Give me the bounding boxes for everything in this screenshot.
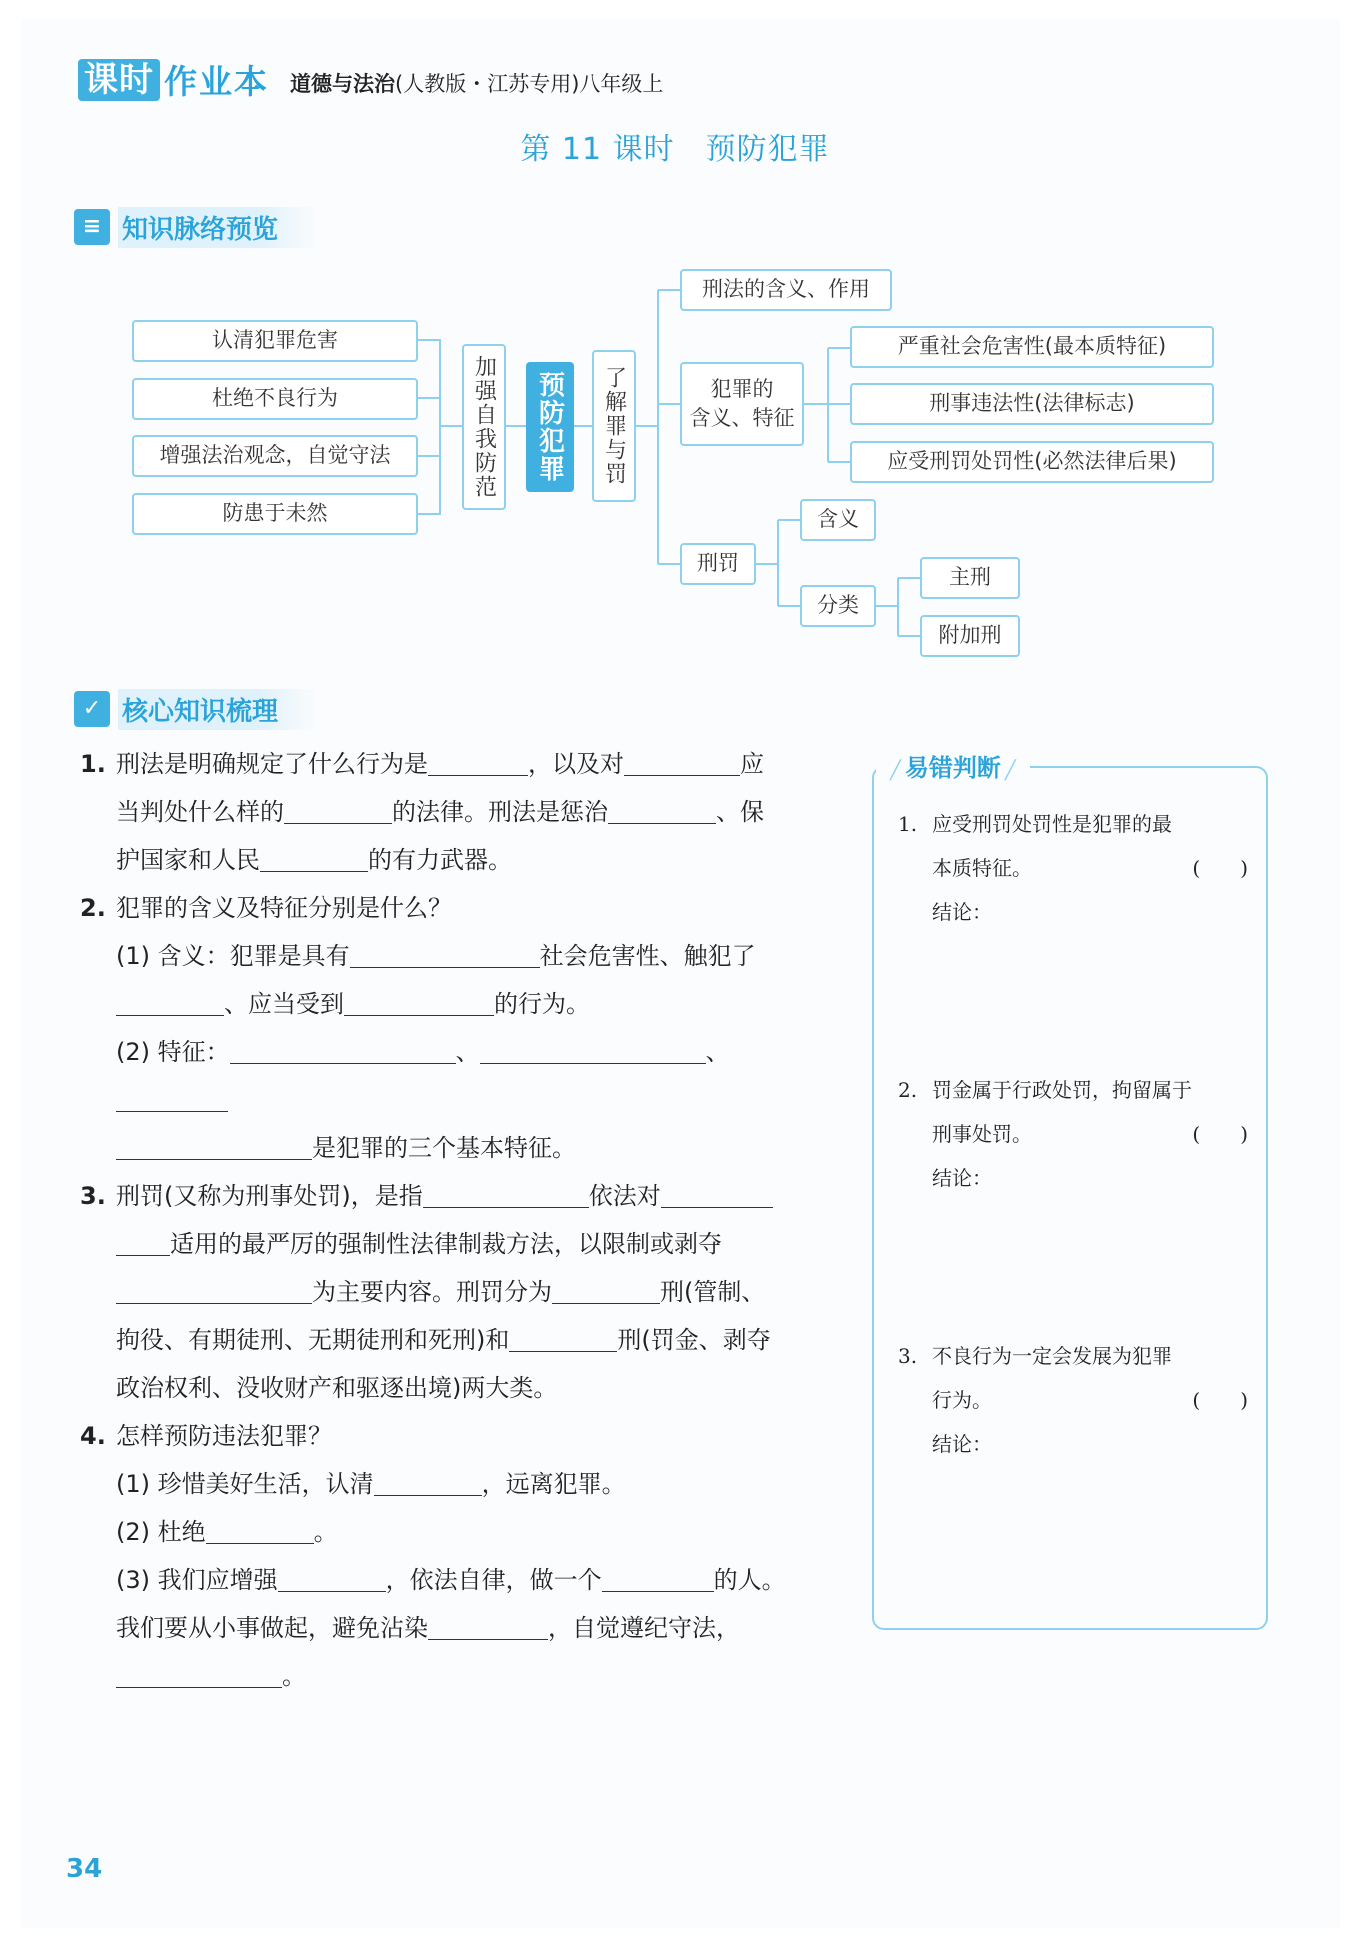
question-title: 犯罪的含义及特征分别是什么？: [116, 894, 452, 922]
mindmap-node-social-harm: 严重社会危害性(最本质特征): [850, 326, 1214, 368]
mindmap-node-supplementary-penalty: 附加刑: [920, 615, 1020, 657]
question-4: [80, 1412, 840, 1460]
mindmap-branch-crime-punishment: 了解罪与罚: [592, 350, 636, 502]
fill-blank[interactable]: [116, 1225, 170, 1256]
answer-parentheses[interactable]: ( ): [1192, 1388, 1248, 1412]
question-text: ，依法自律，做一个: [385, 1566, 602, 1594]
mindmap-node-principal-penalty: 主刑: [920, 557, 1020, 599]
fill-blank[interactable]: [624, 745, 740, 776]
question-title: 怎样预防违法犯罪？: [116, 1422, 332, 1450]
book-stack-icon: ≡: [74, 209, 110, 245]
question-3-line3: [80, 1268, 840, 1316]
question-number: 2.: [80, 894, 106, 922]
fill-blank[interactable]: [509, 1321, 617, 1352]
mindmap-node-law-awareness: 增强法治观念，自觉守法: [132, 435, 418, 477]
judgement-text: 本质特征。: [932, 856, 1032, 880]
question-2-part1-line2: [80, 980, 840, 1028]
question-text: 的行为。: [494, 990, 590, 1018]
book-edition: (人教版・江苏专用)八年级上: [395, 72, 664, 96]
question-text: (2) 特征：: [116, 1038, 230, 1066]
fill-blank[interactable]: [116, 1273, 312, 1304]
question-text: 依法对: [588, 1182, 661, 1210]
fill-blank[interactable]: [116, 1081, 228, 1112]
question-text: 、: [455, 1038, 480, 1066]
judgement-text: 不良行为一定会发展为犯罪: [932, 1344, 1172, 1368]
fill-blank[interactable]: [480, 1033, 706, 1064]
judgement-text: 行为。: [932, 1388, 992, 1412]
question-text: 。: [313, 1518, 338, 1546]
question-text: 社会危害性、触犯了: [539, 942, 756, 970]
mindmap-node-penalty-meaning: 含义: [800, 499, 876, 541]
judgement-number: 1.: [898, 812, 918, 836]
judgement-conclusion[interactable]: 结论：: [932, 1166, 992, 1190]
question-text: 护国家和人民: [116, 846, 260, 874]
mindmap-node-illegality: 刑事违法性(法律标志): [850, 383, 1214, 425]
crime-definition-line2: 含义、特征: [689, 406, 795, 430]
page-number: 34: [66, 1854, 103, 1884]
question-2-part1: [80, 932, 840, 980]
mindmap-branch-self-defense: 加强自我防范: [462, 344, 506, 510]
lesson-title: 第 11 课时 预防犯罪: [520, 132, 830, 167]
judgement-line: [898, 802, 1250, 846]
question-number: 4.: [80, 1422, 106, 1450]
fill-blank[interactable]: [278, 1561, 386, 1592]
question-text: 应: [740, 750, 764, 778]
book-subject: 道德与法治: [290, 72, 395, 96]
fill-blank[interactable]: [116, 1129, 312, 1160]
logo-text: 作业本: [164, 62, 269, 101]
core-questions: [80, 740, 840, 1700]
fill-blank[interactable]: [661, 1177, 773, 1208]
question-text: ，远离犯罪。: [481, 1470, 626, 1498]
question-3-line4: [80, 1316, 840, 1364]
question-text: (1) 含义：犯罪是具有: [116, 942, 350, 970]
fill-blank[interactable]: [423, 1177, 589, 1208]
question-text: 刑法是明确规定了什么行为是: [116, 750, 428, 778]
question-4-part3-line3: [80, 1652, 840, 1700]
answer-parentheses[interactable]: ( ): [1192, 856, 1248, 880]
question-text: ，以及对: [528, 750, 624, 778]
section-core-header: [74, 688, 318, 730]
fill-blank[interactable]: [116, 985, 224, 1016]
question-text: 刑(罚金、剥夺: [617, 1326, 771, 1354]
judgement-line: [898, 1334, 1250, 1378]
fill-blank[interactable]: [260, 841, 368, 872]
judgement-item-2: [898, 1068, 1250, 1200]
question-4-part1: [80, 1460, 840, 1508]
judgement-text: 罚金属于行政处罚，拘留属于: [932, 1078, 1192, 1102]
fill-blank[interactable]: [608, 793, 716, 824]
question-text: 。: [282, 1662, 306, 1690]
fill-blank[interactable]: [602, 1561, 714, 1592]
judgement-line: [898, 1378, 1250, 1422]
question-text: 刑(管制、: [660, 1278, 766, 1306]
question-text: 拘役、有期徒刑、无期徒刑和死刑)和: [116, 1326, 510, 1354]
mindmap-node-prevent-early: 防患于未然: [132, 493, 418, 535]
mindmap-node-penalty: 刑罚: [680, 543, 756, 585]
question-text: 适用的最严厉的强制性法律制裁方法，以限制或剥夺: [170, 1230, 722, 1258]
error-judgement-title: ╱ 易错判断 ╱: [876, 748, 1030, 783]
mindmap-node-crime-definition: [680, 362, 804, 446]
fill-blank[interactable]: [230, 1033, 456, 1064]
fill-blank[interactable]: [284, 793, 392, 824]
question-number: 3.: [80, 1182, 106, 1210]
question-3-line5: [80, 1364, 840, 1412]
question-text: 刑罚(又称为刑事处罚)，是指: [116, 1182, 423, 1210]
question-text: (2) 杜绝: [116, 1518, 206, 1546]
question-text: 当判处什么样的: [116, 798, 284, 826]
logo-box: 课时: [78, 59, 160, 101]
judgement-conclusion[interactable]: 结论：: [932, 1432, 992, 1456]
question-2: [80, 884, 840, 932]
question-3-line2: [80, 1220, 840, 1268]
question-number: 1.: [80, 750, 106, 778]
question-1-line3: [80, 836, 840, 884]
answer-parentheses[interactable]: ( ): [1192, 1122, 1248, 1146]
question-text: (1) 珍惜美好生活，认清: [116, 1470, 374, 1498]
crime-definition-line1: 犯罪的: [710, 376, 774, 401]
question-2-part2: [80, 1028, 840, 1124]
question-1: [80, 740, 840, 788]
judgement-text: 应受刑罚处罚性是犯罪的最: [932, 812, 1172, 836]
judgement-item-3: [898, 1334, 1250, 1466]
question-text: 为主要内容。刑罚分为: [312, 1278, 552, 1306]
judgement-line: [898, 846, 1250, 890]
fill-blank[interactable]: [116, 1657, 282, 1688]
question-2-part2-line2: [80, 1124, 840, 1172]
question-text: 是犯罪的三个基本特征。: [312, 1134, 576, 1162]
question-4-part3: [80, 1556, 840, 1604]
mindmap-node-penalty-types: 分类: [800, 585, 876, 627]
question-4-part2: [80, 1508, 840, 1556]
question-text: 的人。: [713, 1566, 786, 1594]
judgement-number: 2.: [898, 1078, 918, 1102]
judgement-conclusion[interactable]: 结论：: [932, 900, 992, 924]
judgement-text: 刑事处罚。: [932, 1122, 1032, 1146]
judgement-line: [898, 1112, 1250, 1156]
section-preview-label: 知识脉络预览: [118, 207, 318, 248]
section-core-label: 核心知识梳理: [118, 689, 318, 730]
question-text: 的有力武器。: [368, 846, 512, 874]
knowledge-mindmap: [0, 0, 1350, 700]
fill-blank[interactable]: [344, 985, 494, 1016]
fill-blank[interactable]: [428, 1609, 548, 1640]
question-3: [80, 1172, 840, 1220]
fill-blank[interactable]: [428, 745, 528, 776]
question-text: 的法律。刑法是惩治: [392, 798, 608, 826]
question-text: (3) 我们应增强: [116, 1566, 278, 1594]
fill-blank[interactable]: [552, 1273, 660, 1304]
question-text: 、保: [716, 798, 764, 826]
mindmap-center-node: 预防犯罪: [526, 362, 574, 492]
question-text: 政治权利、没收财产和驱逐出境)两大类。: [116, 1374, 558, 1402]
question-text: 我们要从小事做起，避免沾染: [116, 1614, 428, 1642]
judgement-number: 3.: [898, 1344, 918, 1368]
mindmap-node-stop-bad-behavior: 杜绝不良行为: [132, 378, 418, 420]
question-1-line2: [80, 788, 840, 836]
mindmap-node-recognize-harm: 认清犯罪危害: [132, 320, 418, 362]
checkbox-icon: ✓: [74, 691, 110, 727]
question-4-part3-line2: [80, 1604, 840, 1652]
fill-blank[interactable]: [206, 1513, 314, 1544]
fill-blank[interactable]: [350, 937, 540, 968]
question-text: ，自觉遵纪守法，: [548, 1614, 740, 1642]
question-text: 、: [705, 1038, 730, 1066]
judgement-item-1: [898, 802, 1250, 934]
judgement-line: [898, 1068, 1250, 1112]
mindmap-node-criminal-law: 刑法的含义、作用: [680, 269, 892, 311]
mindmap-node-punishability: 应受刑罚处罚性(必然法律后果): [850, 441, 1214, 483]
question-text: 、应当受到: [224, 990, 344, 1018]
fill-blank[interactable]: [374, 1465, 482, 1496]
